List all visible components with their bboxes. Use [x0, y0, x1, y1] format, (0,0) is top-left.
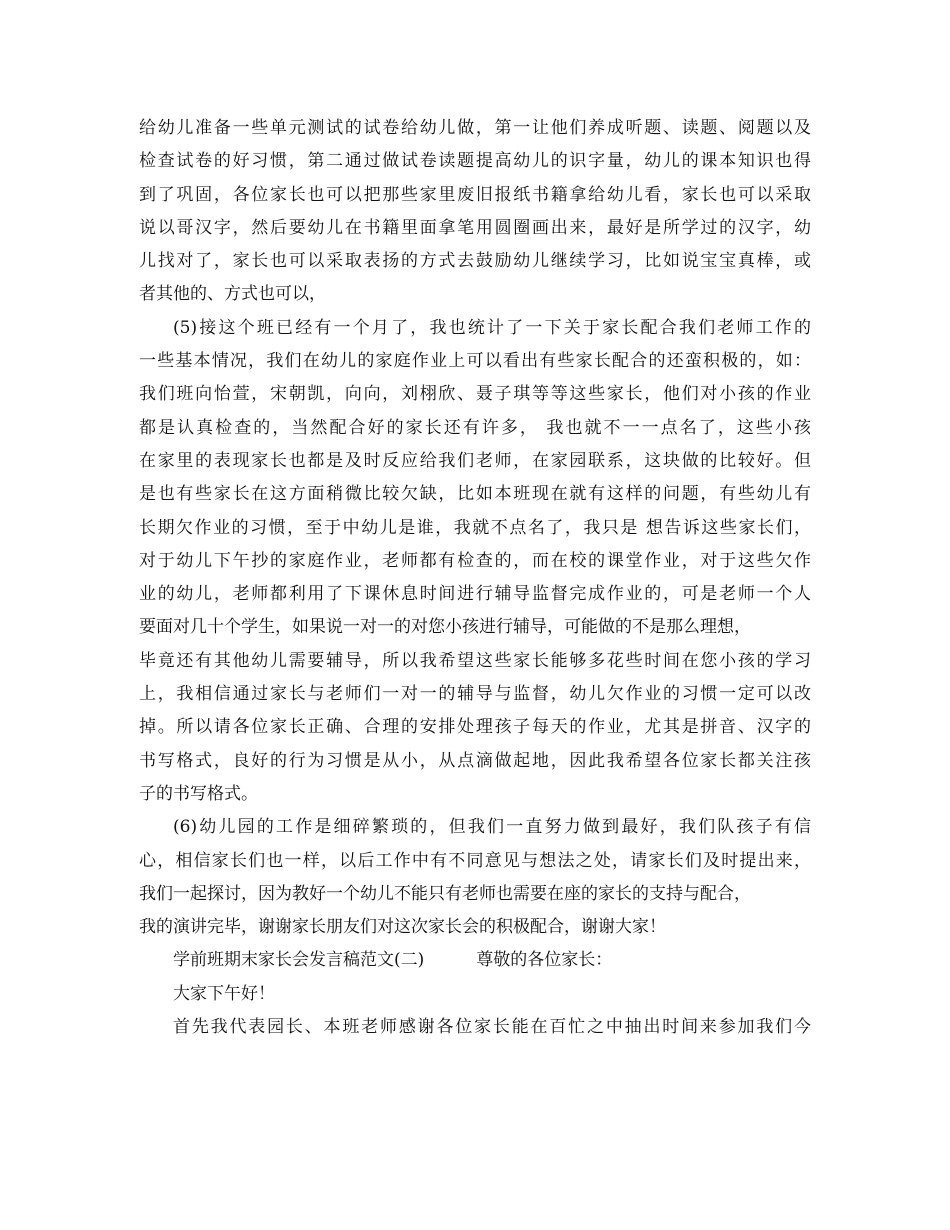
text-line: 给幼儿准备一些单元测试的试卷给幼儿做，第一让他们养成听题、读题、阅题以及	[139, 118, 811, 138]
text-line: 我的演讲完毕，谢谢家长朋友们对这次家长会的积极配合，谢谢大家！	[139, 917, 666, 938]
text-line: 心，相信家长们也一样，以后工作中有不同意见与想法之处，请家长们及时提出来，	[139, 850, 811, 871]
paragraph-5-start: (5)接这个班已经有一个月了，我也统计了一下关于家长配合我们老师工作的	[173, 317, 811, 338]
text-line: 对于幼儿下午抄的家庭作业，老师都有检查的，而在校的课堂作业，对于这些欠作	[139, 550, 811, 571]
text-line: 在家里的表现家长也都是及时反应给我们老师，在家园联系，这块做的比较好。但	[139, 450, 811, 471]
text-line: 毕竟还有其他幼儿需要辅导，所以我希望这些家长能够多花些时间在您小孩的学习	[139, 650, 811, 671]
text-line: 首先我代表园长、本班老师感谢各位家长能在百忙之中抽出时间来参加我们今	[173, 1017, 811, 1038]
paragraph-6-start: (6)幼儿园的工作是细碎繁琐的，但我们一直努力做到最好，我们队孩子有信	[173, 817, 811, 838]
text-line: 我们班向怡萱，宋朝凯，向向，刘栩欣、聂子琪等等这些家长，他们对小孩的作业	[139, 384, 811, 405]
document-page	[139, 112, 811, 1044]
greeting: 大家下午好！	[173, 983, 275, 1004]
text-line: 儿找对了，家长也可以采取表扬的方式去鼓励幼儿继续学习，比如说宝宝真棒，或	[139, 251, 811, 272]
text-line: 都是认真检查的，当然配合好的家长还有许多， 我也就不一一点名了，这些小孩	[139, 417, 811, 438]
text-line: 掉。所以请各位家长正确、合理的安排处理孩子每天的作业，尤其是拼音、汉字的	[139, 717, 811, 738]
text-line: 一些基本情况，我们在幼儿的家庭作业上可以看出有些家长配合的还蛮积极的，如：	[139, 351, 811, 372]
section-title: 学前班期末家长会发言稿范文(二)	[173, 950, 425, 971]
text-line: 子的书写格式。	[139, 783, 258, 804]
text-line: 我们一起探讨，因为教好一个幼儿不能只有老师也需要在座的家长的支持与配合，	[139, 883, 751, 904]
text-line: 说以哥汉字，然后要幼儿在书籍里面拿笔用圆圈画出来，最好是所学过的汉字，幼	[139, 217, 811, 238]
text-line: 者其他的、方式也可以，	[139, 284, 326, 305]
text-line: 要面对几十个学生，如果说一对一的对您小孩进行辅导，可能做的不是那么理想，	[139, 617, 751, 638]
text-line: 长期欠作业的习惯，至于中幼儿是谁，我就不点名了，我只是 想告诉这些家长们，	[139, 517, 811, 538]
text-line: 是也有些家长在这方面稍微比较欠缺，比如本班现在就有这样的问题，有些幼儿有	[139, 484, 811, 505]
text-line: 业的幼儿，老师都利用了下课休息时间进行辅导监督完成作业的，可是老师一个人	[139, 584, 811, 605]
salutation: 尊敬的各位家长：	[476, 950, 613, 971]
section-heading-line	[139, 944, 811, 977]
text-line: 上，我相信通过家长与老师们一对一的辅导与监督，幼儿欠作业的习惯一定可以改	[139, 684, 811, 705]
text-line: 书写格式，良好的行为习惯是从小，从点滴做起地，因此我希望各位家长都关注孩	[139, 750, 811, 771]
text-line: 检查试卷的好习惯，第二通过做试卷读题提高幼儿的识字量，幼儿的课本知识也得	[139, 151, 811, 172]
text-line: 到了巩固，各位家长也可以把那些家里废旧报纸书籍拿给幼儿看，家长也可以采取	[139, 184, 811, 205]
